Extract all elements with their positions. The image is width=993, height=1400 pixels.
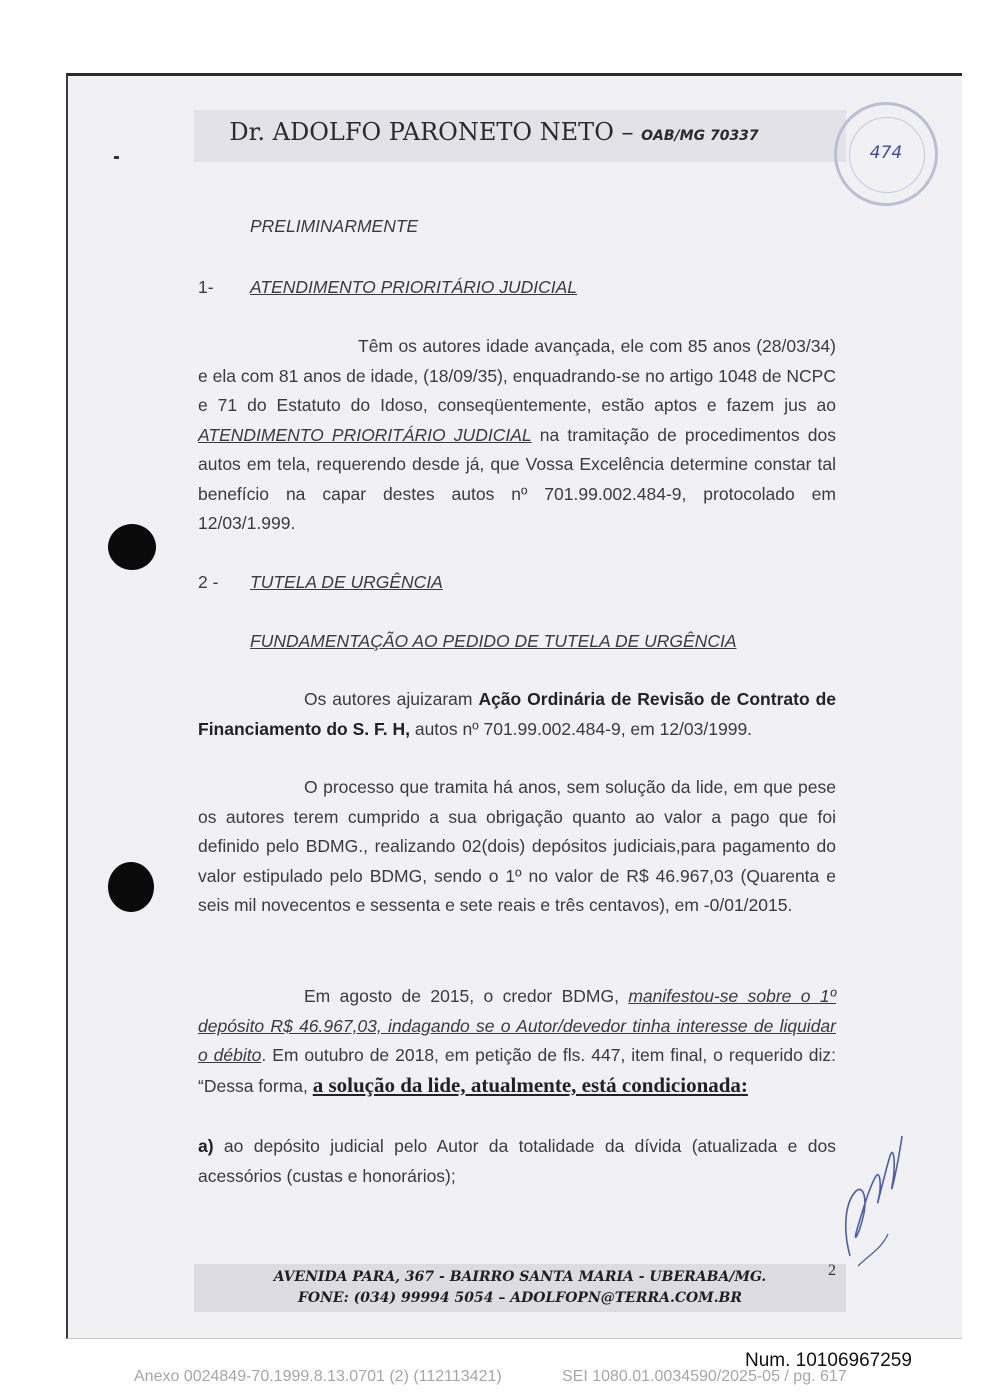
paragraph-item-a: a) ao depósito judicial pelo Autor da totalidade da dívida (atualizada e dos acessórios (custas e honorários); <box>198 1136 836 1186</box>
item-1-title: ATENDIMENTO PRIORITÁRIO JUDICIAL <box>250 277 578 297</box>
header-dash: – <box>613 118 642 146</box>
paragraph-lawsuit: Os autores ajuizaram Ação Ordinária de Revisão de Contrato de Financiamento do S. F. H, autos nº 701.99.002.484-9, em 12/03/1999. <box>198 689 836 739</box>
oab-number: OAB/MG 70337 <box>641 128 759 144</box>
item-2-title: TUTELA DE URGÊNCIA <box>250 572 443 592</box>
paragraph-priority: Têm os autores idade avançada, ele com 85 anos (28/03/34) e ela com 81 anos de idade, (18/09/35), enquadrando-se no artigo 1048 de NCPC e 71 do Estatuto do Idoso, conseqüentemente, estão aptos e fazem jus ao ATENDIMENTO PRIORITÁRIO JUDICIAL na tramitação de procedimentos dos autos em tela, requerendo desde já, que Vossa Excelência determine constar tal benefício na capar destes autos nº 701.99.002.484-9, protocolado em 12/03/1.999. <box>198 336 836 533</box>
document-number: Num. 10106967259 <box>745 1350 912 1371</box>
punch-hole-bottom <box>108 862 154 912</box>
item-1-number: 1- <box>198 277 214 297</box>
priority-emphasis: ATENDIMENTO PRIORITÁRIO JUDICIAL <box>198 424 532 445</box>
sei-reference: SEI 1080.01.0034590/2025-05 / pg. 617 <box>562 1368 847 1385</box>
annex-reference: Anexo 0024849-70.1999.8.13.0701 (2) (112113421) <box>134 1368 502 1385</box>
letterhead-footer <box>194 1264 846 1312</box>
scan-speck <box>114 156 119 159</box>
stamp-page-number: 474 <box>869 143 903 163</box>
paragraph-creditor: Em agosto de 2015, o credor BDMG, manifestou-se sobre o 1º depósito R$ 46.967,03, indagando se o Autor/devedor tinha interesse de liquidar o débito. Em outubro de 2018, em petição de fls. 447, item final, o requerido diz: “Dessa forma, a solução da lide, atualmente, está condicionada: <box>198 986 836 1097</box>
letterhead-header <box>194 110 846 162</box>
punch-hole-top <box>108 524 156 570</box>
page-number: 2 <box>828 1262 836 1279</box>
page-stamp-seal <box>834 102 938 206</box>
letterhead-title <box>194 118 794 146</box>
paragraph-deposits: O processo que tramita há anos, sem solução da lide, em que pese os autores terem cumprido a sua obrigação quanto ao valor a pago que foi definido pelo BDMG., realizando 02(dois) depósitos judiciais,para pagamento do valor estipulado pelo BDMG, sendo o 1º no valor de R$ 46.967,03 (Quarenta e seis mil novecentos e sessenta e sete reais e três centavos), em -0/01/2015. <box>198 777 836 915</box>
item-2-number: 2 - <box>198 572 219 592</box>
handwritten-signature <box>838 1106 908 1276</box>
footer-address: AVENIDA PARA, 367 - BAIRRO SANTA MARIA - UBERABA/MG. <box>273 1269 767 1285</box>
footer-contact: FONE: (034) 99994 5054 – ADOLFOPN@TERRA.COM.BR <box>297 1290 743 1306</box>
subheading-fundamentacao: FUNDAMENTAÇÃO AO PEDIDO DE TUTELA DE URGÊNCIA <box>250 631 737 651</box>
document-page <box>66 73 962 1339</box>
section-heading: PRELIMINARMENTE <box>250 216 419 236</box>
lawyer-name: Dr. ADOLFO PARONETO NETO <box>229 118 614 146</box>
